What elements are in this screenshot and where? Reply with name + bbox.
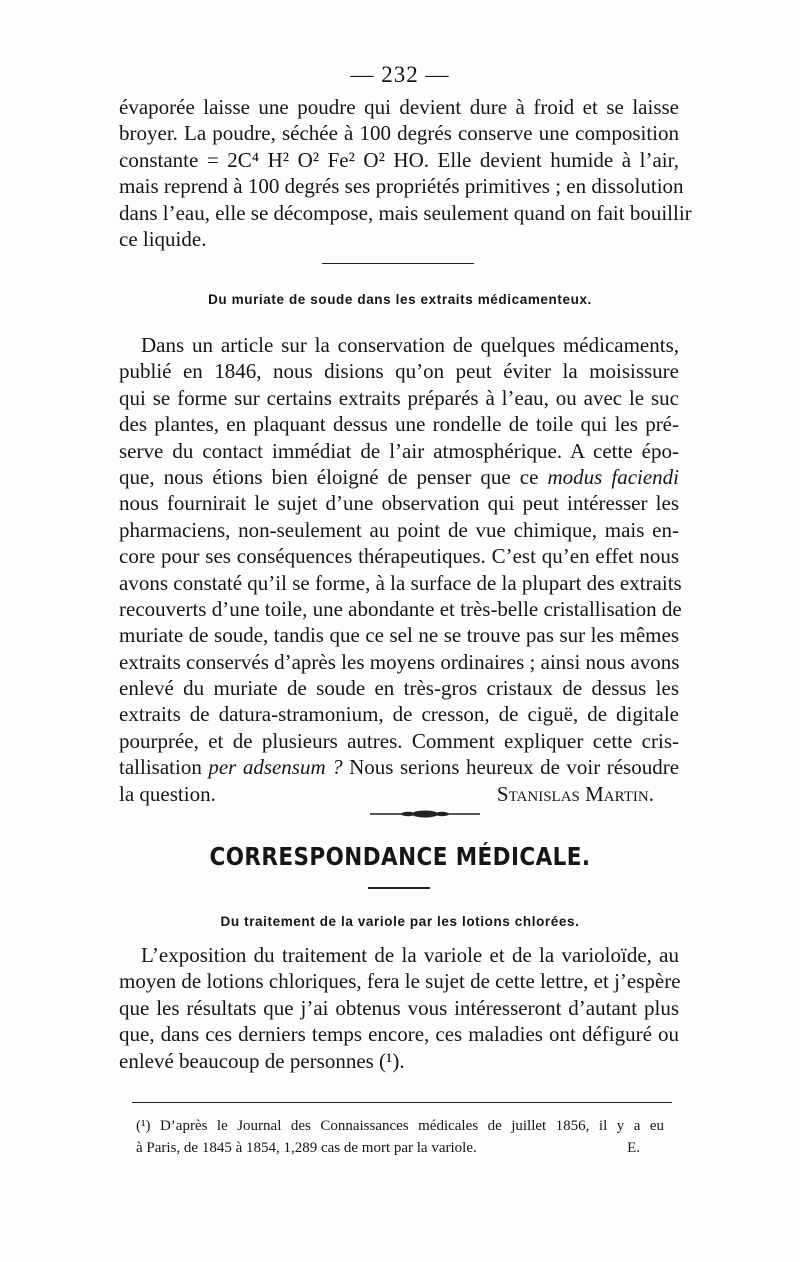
text-line: moyen de lotions chloriques, fera le sujet de cette lettre, et j’espère bbox=[119, 969, 681, 994]
text-segment: la question. bbox=[119, 781, 216, 806]
text-line: Dans un article sur la conservation de quelques médicaments, bbox=[141, 333, 679, 357]
text-line: ce liquide. bbox=[119, 226, 207, 251]
text-line: enlevé du muriate de soude en très-gros cristaux de dessus les bbox=[119, 676, 679, 701]
text-line: publié en 1846, nous disions qu’on peut éviter la moisissure bbox=[119, 359, 679, 384]
section-rule bbox=[322, 263, 474, 264]
italic-phrase: modus faciendi bbox=[547, 464, 680, 489]
footnote-line bbox=[136, 1137, 664, 1159]
text-line: dans l’eau, elle se décompose, mais seulement quand on fait bouillir bbox=[119, 200, 692, 225]
paragraph-variole bbox=[119, 942, 679, 1074]
text-segment: tallisation bbox=[119, 755, 202, 780]
text-line: constante = 2C⁴ H² O² Fe² O² HO. Elle devient humide à l’air, bbox=[119, 147, 679, 172]
ornament-divider bbox=[370, 808, 480, 820]
text-line: que, dans ces derniers temps encore, ces maladies ont défiguré ou bbox=[119, 1022, 679, 1047]
text-line: avons constaté qu’il se forme, à la surface de la plupart des extraits bbox=[119, 570, 682, 595]
text-line: broyer. La poudre, séchée à 100 degrés conserve une composition bbox=[119, 121, 679, 146]
paragraph-continuation bbox=[119, 94, 692, 252]
text-line: extraits conservés d’après les moyens ordinaires ; ainsi nous avons bbox=[119, 649, 680, 674]
article-heading-muriate: Du muriate de soude dans les extraits médicamenteux. bbox=[208, 292, 592, 307]
text-line: enlevé beaucoup de personnes (¹). bbox=[119, 1048, 405, 1073]
text-line: L’exposition du traitement de la variole et de la varioloïde, au bbox=[141, 943, 679, 967]
text-line: des plantes, en plaquant dessus une rondelle de toile qui les pré- bbox=[119, 412, 679, 437]
footnote bbox=[136, 1115, 664, 1159]
text-line bbox=[119, 464, 679, 490]
section-title: CORRESPONDANCE MÉDICALE. bbox=[209, 842, 591, 871]
text-line: nous fournirait le sujet d’une observation qui peut intéresser les bbox=[119, 491, 679, 516]
italic-phrase: per adsensum ? bbox=[208, 755, 343, 780]
text-line: mais reprend à 100 degrés ses propriétés primitives ; en dissolution bbox=[119, 174, 684, 199]
text-line: pharmaciens, non-seulement au point de vue chimique, mais en- bbox=[119, 517, 679, 542]
text-segment: que, nous étions bien éloigné de penser que ce bbox=[119, 464, 539, 489]
page-number: — 232 — bbox=[350, 62, 450, 87]
footnote-line: (¹) D’après le Journal des Connaissances médicales de juillet 1856, il y a eu bbox=[136, 1118, 664, 1134]
title-underline bbox=[368, 887, 430, 889]
footnote-text: à Paris, de 1845 à 1854, 1,289 cas de mort par la variole. bbox=[136, 1140, 477, 1156]
author-signature: Stanislas Martin. bbox=[496, 781, 654, 806]
text-segment: Nous serions heureux de voir résoudre bbox=[349, 755, 680, 780]
text-line bbox=[119, 781, 679, 807]
text-line: muriate de soude, tandis que ce sel ne se trouve pas sur les mêmes bbox=[119, 623, 679, 648]
text-line: serve du contact immédiat de l’air atmosphérique. A cette épo- bbox=[119, 438, 679, 463]
text-line: pourprée, et de plusieurs autres. Comment expliquer cette cris- bbox=[119, 728, 679, 753]
article-heading-variole: Du traitement de la variole par les lotions chlorées. bbox=[220, 914, 580, 929]
text-line: que les résultats que j’ai obtenus vous intéresseront d’autant plus bbox=[119, 995, 679, 1020]
text-line: extraits de datura-stramonium, de cresson, de ciguë, de digitale bbox=[119, 702, 679, 727]
text-line: recouverts d’une toile, une abondante et très-belle cristallisation de bbox=[119, 596, 682, 621]
paragraph-muriate bbox=[119, 332, 682, 807]
text-line: qui se forme sur certains extraits préparés à l’eau, ou avec le suc bbox=[119, 385, 679, 410]
footnote-initial: E. bbox=[627, 1140, 640, 1156]
text-line bbox=[119, 754, 679, 780]
footnote-rule bbox=[132, 1102, 672, 1103]
text-line: évaporée laisse une poudre qui devient dure à froid et se laisse bbox=[119, 95, 679, 119]
text-line: core pour ses conséquences thérapeutiques. C’est qu’en effet nous bbox=[119, 544, 679, 569]
